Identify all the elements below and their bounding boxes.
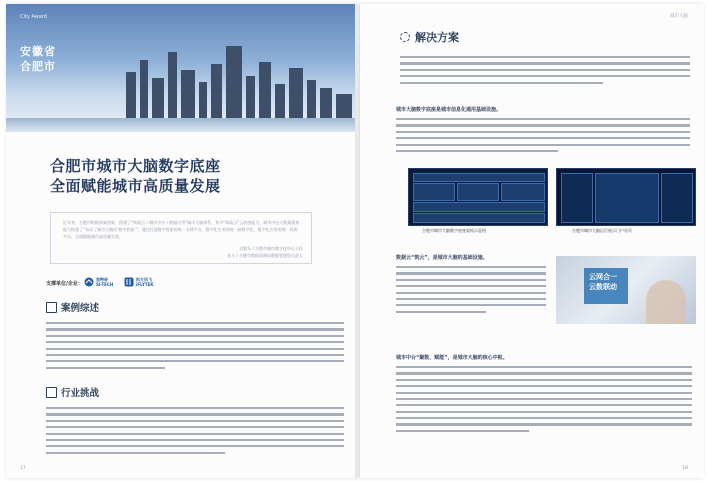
intro-quote: 近年来，合肥市积极探索创新，搭建了“简政云＋城市中台＋数据应用”城市大脑体系，其中“简政云”云底座能力，城市中台大数据服务能力搭建了“布局了城市大脑的‘数字底座’”，通过打造数字底座的统一支撑平台，数字化应用的统一接数字化，数字化应用的统一资源平台，全面赋能城市高质量发展。	[63, 220, 300, 239]
digital-base-text	[396, 118, 690, 156]
caption-dashboard: 合肥市城市大脑运行展示门户首页	[572, 228, 632, 233]
cloud-network-image	[556, 256, 696, 324]
gear-icon	[400, 32, 410, 42]
region-label: 安徽省 合肥市	[20, 45, 56, 73]
support-label: 支撑单位/企业：	[46, 281, 83, 287]
industry-challenge-text	[46, 407, 344, 458]
section-case-overview: 案例综述	[46, 300, 99, 314]
solution-intro-text	[400, 56, 690, 88]
brand-tag: City Award	[20, 14, 47, 20]
cloud-banner: 云网合一 云数联动	[584, 268, 628, 304]
chart-icon	[46, 387, 57, 398]
subtitle-cloud: 数据云“筑云”，是城市大脑的基础设施。	[396, 255, 488, 261]
sitech-logo: 思特奇 SI-TECH	[84, 276, 113, 288]
subtitle-digital-base: 城市大脑数字底座是城市信息化通用基础设施。	[396, 107, 502, 113]
solution-heading: 解决方案	[400, 29, 459, 45]
document-icon	[46, 302, 57, 313]
right-page	[360, 4, 704, 478]
cloud-text	[396, 266, 546, 317]
caption-architecture: 合肥市城市大脑数字底座架构示意图	[422, 228, 486, 233]
subtitle-city-middle-platform: 城市中台“聚数、赋能”，是城市大脑的核心中枢。	[396, 355, 508, 361]
page-number-right: 18	[682, 466, 688, 471]
dashboard-portal-image	[556, 168, 696, 226]
article-title: 合肥市城市大脑数字底座 全面赋能城市高质量发展	[50, 157, 221, 195]
section-industry-challenge: 行业挑战	[46, 385, 99, 399]
running-head: 城市大脑	[670, 14, 688, 19]
case-overview-text	[46, 322, 344, 373]
architecture-diagram-image	[408, 168, 548, 226]
iflytek-logo: 科大讯飞 iFLYTEK	[124, 276, 154, 288]
left-page	[6, 4, 358, 478]
city-skyline-photo	[6, 4, 358, 132]
city-middle-platform-text	[396, 366, 692, 436]
intro-signature: 吴毅军 / 合肥市城市数字化中心主任 张斗 / 合肥市数据资源局数据管理处负责人	[227, 246, 303, 258]
page-number-left: 17	[20, 466, 26, 471]
intro-quote-box	[50, 212, 312, 264]
